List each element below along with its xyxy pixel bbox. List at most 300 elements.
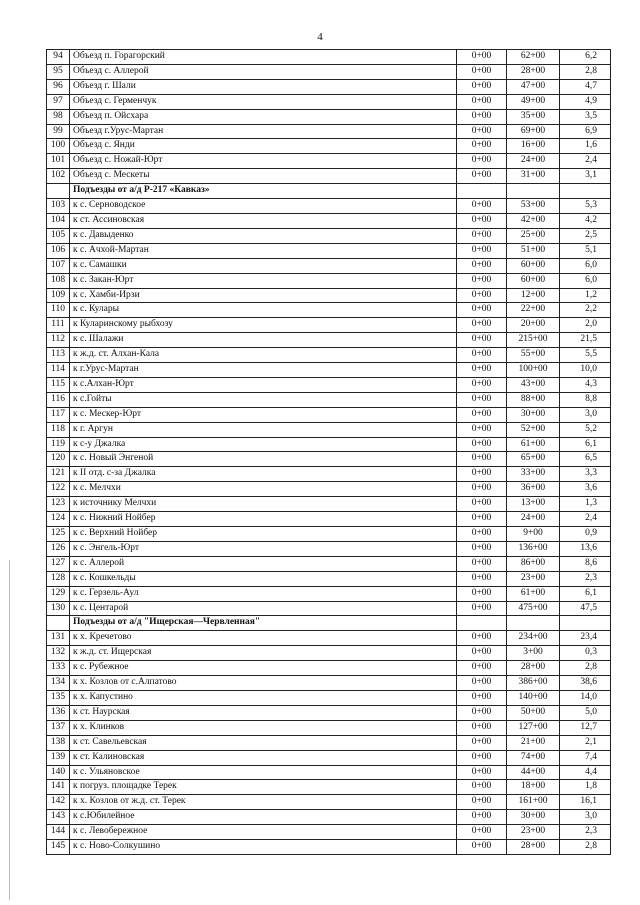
row-number: 94 [47, 50, 70, 65]
start-chainage: 0+00 [457, 273, 507, 288]
end-chainage: 60+00 [507, 273, 560, 288]
road-name: к с.Юбилейное [70, 810, 457, 825]
row-number: 124 [47, 512, 70, 527]
row-number: 128 [47, 571, 70, 586]
end-chainage: 69+00 [507, 124, 560, 139]
row-number: 98 [47, 109, 70, 124]
road-name: к II отд. с-за Джалка [70, 467, 457, 482]
end-chainage: 20+00 [507, 318, 560, 333]
row-number: 96 [47, 79, 70, 94]
start-chainage: 0+00 [457, 303, 507, 318]
end-chainage: 3+00 [507, 646, 560, 661]
length-km: 4,2 [560, 213, 611, 228]
table-row [47, 407, 611, 422]
length-km: 3,3 [560, 467, 611, 482]
length-km: 3,0 [560, 407, 611, 422]
row-number: 107 [47, 258, 70, 273]
end-chainage: 18+00 [507, 780, 560, 795]
length-km: 14,0 [560, 690, 611, 705]
section-km-cell [560, 184, 611, 199]
start-chainage: 0+00 [457, 124, 507, 139]
length-km: 47,5 [560, 601, 611, 616]
road-name: к Куларинскому рыбхозу [70, 318, 457, 333]
road-name: к с. Хамби-Ирзи [70, 288, 457, 303]
table-row [47, 661, 611, 676]
length-km: 10,0 [560, 363, 611, 378]
start-chainage: 0+00 [457, 139, 507, 154]
section-to-cell [507, 616, 560, 631]
start-chainage: 0+00 [457, 243, 507, 258]
start-chainage: 0+00 [457, 437, 507, 452]
row-number: 113 [47, 348, 70, 363]
section-row [47, 184, 611, 199]
table-row [47, 467, 611, 482]
section-title: Подъезды от а/д "Ищерская—Червленная" [70, 616, 457, 631]
row-number: 118 [47, 422, 70, 437]
length-km: 2,4 [560, 512, 611, 527]
table-row [47, 169, 611, 184]
length-km: 21,5 [560, 333, 611, 348]
length-km: 2,8 [560, 840, 611, 855]
table-row [47, 422, 611, 437]
length-km: 3,1 [560, 169, 611, 184]
row-number: 117 [47, 407, 70, 422]
start-chainage: 0+00 [457, 780, 507, 795]
start-chainage: 0+00 [457, 735, 507, 750]
table-row [47, 497, 611, 512]
length-km: 4,9 [560, 94, 611, 109]
row-number: 114 [47, 363, 70, 378]
table-row [47, 363, 611, 378]
end-chainage: 475+00 [507, 601, 560, 616]
length-km: 2,8 [560, 64, 611, 79]
table-row [47, 720, 611, 735]
end-chainage: 9+00 [507, 527, 560, 542]
start-chainage: 0+00 [457, 705, 507, 720]
length-km: 4,3 [560, 377, 611, 392]
road-name: к с. Нижний Нойбер [70, 512, 457, 527]
road-name: к с. Ульяновское [70, 765, 457, 780]
table-row [47, 512, 611, 527]
length-km: 5,1 [560, 243, 611, 258]
table-row [47, 482, 611, 497]
row-number: 127 [47, 556, 70, 571]
start-chainage: 0+00 [457, 676, 507, 691]
row-number: 142 [47, 795, 70, 810]
length-km: 3,6 [560, 482, 611, 497]
row-number: 144 [47, 825, 70, 840]
section-from-cell [457, 184, 507, 199]
row-number: 103 [47, 199, 70, 214]
end-chainage: 36+00 [507, 482, 560, 497]
table-row [47, 94, 611, 109]
length-km: 4,7 [560, 79, 611, 94]
row-number: 121 [47, 467, 70, 482]
length-km: 38,6 [560, 676, 611, 691]
start-chainage: 0+00 [457, 825, 507, 840]
road-name: к с. Левобережное [70, 825, 457, 840]
table-row [47, 631, 611, 646]
table-row [47, 348, 611, 363]
length-km: 2,8 [560, 661, 611, 676]
start-chainage: 0+00 [457, 586, 507, 601]
end-chainage: 12+00 [507, 288, 560, 303]
start-chainage: 0+00 [457, 288, 507, 303]
road-name: Объезд г.Урус-Мартан [70, 124, 457, 139]
row-number: 97 [47, 94, 70, 109]
section-number-cell [47, 616, 70, 631]
end-chainage: 62+00 [507, 50, 560, 65]
length-km: 23,4 [560, 631, 611, 646]
start-chainage: 0+00 [457, 452, 507, 467]
road-name: к ст. Наурская [70, 705, 457, 720]
table-row [47, 765, 611, 780]
road-name: к с. Самашки [70, 258, 457, 273]
table-row [47, 601, 611, 616]
road-name: Объезд с. Герменчук [70, 94, 457, 109]
end-chainage: 30+00 [507, 407, 560, 422]
table-row [47, 541, 611, 556]
road-name: к г. Аргун [70, 422, 457, 437]
end-chainage: 86+00 [507, 556, 560, 571]
end-chainage: 47+00 [507, 79, 560, 94]
table-row [47, 690, 611, 705]
row-number: 109 [47, 288, 70, 303]
length-km: 2,3 [560, 571, 611, 586]
end-chainage: 30+00 [507, 810, 560, 825]
row-number: 135 [47, 690, 70, 705]
table-row [47, 780, 611, 795]
length-km: 5,5 [560, 348, 611, 363]
length-km: 2,1 [560, 735, 611, 750]
section-row [47, 616, 611, 631]
row-number: 120 [47, 452, 70, 467]
end-chainage: 52+00 [507, 422, 560, 437]
row-number: 131 [47, 631, 70, 646]
start-chainage: 0+00 [457, 541, 507, 556]
start-chainage: 0+00 [457, 109, 507, 124]
road-name: к с. Герзель-Аул [70, 586, 457, 601]
row-number: 99 [47, 124, 70, 139]
start-chainage: 0+00 [457, 333, 507, 348]
road-name: к с. Энгель-Юрт [70, 541, 457, 556]
start-chainage: 0+00 [457, 154, 507, 169]
road-name: к с. Серноводское [70, 199, 457, 214]
row-number: 133 [47, 661, 70, 676]
road-name: к х. Капустино [70, 690, 457, 705]
section-to-cell [507, 184, 560, 199]
table-row [47, 571, 611, 586]
start-chainage: 0+00 [457, 348, 507, 363]
table-row [47, 64, 611, 79]
road-name: к х. Козлов от с.Алпатово [70, 676, 457, 691]
road-name: к с. Давыденко [70, 228, 457, 243]
start-chainage: 0+00 [457, 318, 507, 333]
length-km: 6,0 [560, 258, 611, 273]
start-chainage: 0+00 [457, 810, 507, 825]
end-chainage: 43+00 [507, 377, 560, 392]
length-km: 16,1 [560, 795, 611, 810]
start-chainage: 0+00 [457, 571, 507, 586]
row-number: 111 [47, 318, 70, 333]
road-name: к с. Кулары [70, 303, 457, 318]
length-km: 6,1 [560, 586, 611, 601]
start-chainage: 0+00 [457, 512, 507, 527]
start-chainage: 0+00 [457, 527, 507, 542]
road-name: Объезд с. Аллерой [70, 64, 457, 79]
start-chainage: 0+00 [457, 94, 507, 109]
length-km: 6,0 [560, 273, 611, 288]
section-title: Подъезды от а/д Р-217 «Кавказ» [70, 184, 457, 199]
length-km: 4,4 [560, 765, 611, 780]
end-chainage: 88+00 [507, 392, 560, 407]
end-chainage: 51+00 [507, 243, 560, 258]
end-chainage: 28+00 [507, 661, 560, 676]
length-km: 8,6 [560, 556, 611, 571]
table-row [47, 840, 611, 855]
road-name: к с. Шалажи [70, 333, 457, 348]
road-name: Объезд п. Горагорский [70, 50, 457, 65]
start-chainage: 0+00 [457, 482, 507, 497]
end-chainage: 25+00 [507, 228, 560, 243]
row-number: 136 [47, 705, 70, 720]
end-chainage: 50+00 [507, 705, 560, 720]
start-chainage: 0+00 [457, 556, 507, 571]
end-chainage: 60+00 [507, 258, 560, 273]
section-from-cell [457, 616, 507, 631]
end-chainage: 31+00 [507, 169, 560, 184]
start-chainage: 0+00 [457, 363, 507, 378]
row-number: 129 [47, 586, 70, 601]
table-row [47, 79, 611, 94]
row-number: 115 [47, 377, 70, 392]
length-km: 6,1 [560, 437, 611, 452]
road-name: к погруз. площадке Терек [70, 780, 457, 795]
end-chainage: 28+00 [507, 64, 560, 79]
end-chainage: 61+00 [507, 586, 560, 601]
row-number: 100 [47, 139, 70, 154]
length-km: 8,8 [560, 392, 611, 407]
road-name: к с. Ачхой-Мартан [70, 243, 457, 258]
end-chainage: 13+00 [507, 497, 560, 512]
start-chainage: 0+00 [457, 169, 507, 184]
table-row [47, 213, 611, 228]
start-chainage: 0+00 [457, 661, 507, 676]
start-chainage: 0+00 [457, 407, 507, 422]
start-chainage: 0+00 [457, 377, 507, 392]
length-km: 6,9 [560, 124, 611, 139]
table-row [47, 333, 611, 348]
table-row [47, 705, 611, 720]
road-name: к с. Центарой [70, 601, 457, 616]
end-chainage: 42+00 [507, 213, 560, 228]
road-name: к с. Закан-Юрт [70, 273, 457, 288]
table-row [47, 825, 611, 840]
end-chainage: 234+00 [507, 631, 560, 646]
roads-table-body [47, 50, 611, 855]
length-km: 2,4 [560, 154, 611, 169]
start-chainage: 0+00 [457, 601, 507, 616]
end-chainage: 35+00 [507, 109, 560, 124]
section-number-cell [47, 184, 70, 199]
row-number: 102 [47, 169, 70, 184]
length-km: 3,0 [560, 810, 611, 825]
length-km: 5,0 [560, 705, 611, 720]
road-name: к с. Кошкельды [70, 571, 457, 586]
table-row [47, 50, 611, 65]
table-row [47, 377, 611, 392]
length-km: 13,6 [560, 541, 611, 556]
table-row [47, 154, 611, 169]
table-row [47, 139, 611, 154]
table-row [47, 109, 611, 124]
start-chainage: 0+00 [457, 258, 507, 273]
road-name: к с. Новый Энгеной [70, 452, 457, 467]
start-chainage: 0+00 [457, 50, 507, 65]
table-row [47, 735, 611, 750]
start-chainage: 0+00 [457, 497, 507, 512]
road-name: к с. Верхний Нойбер [70, 527, 457, 542]
start-chainage: 0+00 [457, 213, 507, 228]
road-name: Объезд г. Шали [70, 79, 457, 94]
start-chainage: 0+00 [457, 795, 507, 810]
end-chainage: 140+00 [507, 690, 560, 705]
row-number: 104 [47, 213, 70, 228]
end-chainage: 28+00 [507, 840, 560, 855]
table-row [47, 318, 611, 333]
table-row [47, 586, 611, 601]
road-name: к х. Клинков [70, 720, 457, 735]
row-number: 122 [47, 482, 70, 497]
end-chainage: 215+00 [507, 333, 560, 348]
length-km: 1,3 [560, 497, 611, 512]
roads-table [46, 49, 611, 855]
length-km: 6,2 [560, 50, 611, 65]
start-chainage: 0+00 [457, 690, 507, 705]
road-name: к ж.д. ст. Алхан-Кала [70, 348, 457, 363]
length-km: 2,2 [560, 303, 611, 318]
road-name: к с. Мелчхи [70, 482, 457, 497]
start-chainage: 0+00 [457, 228, 507, 243]
start-chainage: 0+00 [457, 64, 507, 79]
row-number: 101 [47, 154, 70, 169]
table-row [47, 124, 611, 139]
table-row [47, 258, 611, 273]
row-number: 143 [47, 810, 70, 825]
start-chainage: 0+00 [457, 765, 507, 780]
road-name: к г.Урус-Мартан [70, 363, 457, 378]
end-chainage: 24+00 [507, 512, 560, 527]
table-row [47, 750, 611, 765]
end-chainage: 386+00 [507, 676, 560, 691]
end-chainage: 53+00 [507, 199, 560, 214]
road-name: к с-у Джалка [70, 437, 457, 452]
length-km: 0,9 [560, 527, 611, 542]
table-row [47, 392, 611, 407]
row-number: 108 [47, 273, 70, 288]
table-row [47, 676, 611, 691]
road-name: к с. Аллерой [70, 556, 457, 571]
start-chainage: 0+00 [457, 392, 507, 407]
length-km: 7,4 [560, 750, 611, 765]
road-name: к с. Ново-Солкушино [70, 840, 457, 855]
table-row [47, 437, 611, 452]
length-km: 5,3 [560, 199, 611, 214]
row-number: 139 [47, 750, 70, 765]
table-row [47, 243, 611, 258]
table-row [47, 646, 611, 661]
end-chainage: 100+00 [507, 363, 560, 378]
length-km: 1,6 [560, 139, 611, 154]
start-chainage: 0+00 [457, 467, 507, 482]
row-number: 134 [47, 676, 70, 691]
table-row [47, 556, 611, 571]
end-chainage: 161+00 [507, 795, 560, 810]
road-name: к с. Мескер-Юрт [70, 407, 457, 422]
row-number: 105 [47, 228, 70, 243]
length-km: 2,5 [560, 228, 611, 243]
row-number: 126 [47, 541, 70, 556]
row-number: 137 [47, 720, 70, 735]
road-name: к источнику Мелчхи [70, 497, 457, 512]
length-km: 6,5 [560, 452, 611, 467]
length-km: 3,5 [560, 109, 611, 124]
table-row [47, 228, 611, 243]
table-row [47, 527, 611, 542]
road-name: к с. Рубежное [70, 661, 457, 676]
row-number: 112 [47, 333, 70, 348]
start-chainage: 0+00 [457, 79, 507, 94]
start-chainage: 0+00 [457, 422, 507, 437]
road-name: к с.Алхан-Юрт [70, 377, 457, 392]
road-name: к ст. Калиновская [70, 750, 457, 765]
row-number: 125 [47, 527, 70, 542]
end-chainage: 61+00 [507, 437, 560, 452]
page-number: 4 [317, 31, 323, 43]
row-number: 145 [47, 840, 70, 855]
row-number: 116 [47, 392, 70, 407]
row-number: 141 [47, 780, 70, 795]
end-chainage: 55+00 [507, 348, 560, 363]
road-name: Объезд с. Янди [70, 139, 457, 154]
table-row [47, 303, 611, 318]
end-chainage: 21+00 [507, 735, 560, 750]
start-chainage: 0+00 [457, 840, 507, 855]
row-number: 95 [47, 64, 70, 79]
end-chainage: 44+00 [507, 765, 560, 780]
road-name: к х. Козлов от ж.д. ст. Терек [70, 795, 457, 810]
table-row [47, 452, 611, 467]
row-number: 140 [47, 765, 70, 780]
road-name: Объезд п. Ойсхара [70, 109, 457, 124]
table-row [47, 273, 611, 288]
road-name: Объезд с. Ножай-Юрт [70, 154, 457, 169]
road-name: к х. Кречетово [70, 631, 457, 646]
end-chainage: 49+00 [507, 94, 560, 109]
start-chainage: 0+00 [457, 199, 507, 214]
road-name: к ж.д. ст. Ищерская [70, 646, 457, 661]
table-row [47, 795, 611, 810]
road-name: Объезд с. Мескеты [70, 169, 457, 184]
length-km: 2,3 [560, 825, 611, 840]
row-number: 123 [47, 497, 70, 512]
length-km: 2,0 [560, 318, 611, 333]
table-row [47, 810, 611, 825]
end-chainage: 24+00 [507, 154, 560, 169]
end-chainage: 127+00 [507, 720, 560, 735]
end-chainage: 74+00 [507, 750, 560, 765]
length-km: 5,2 [560, 422, 611, 437]
